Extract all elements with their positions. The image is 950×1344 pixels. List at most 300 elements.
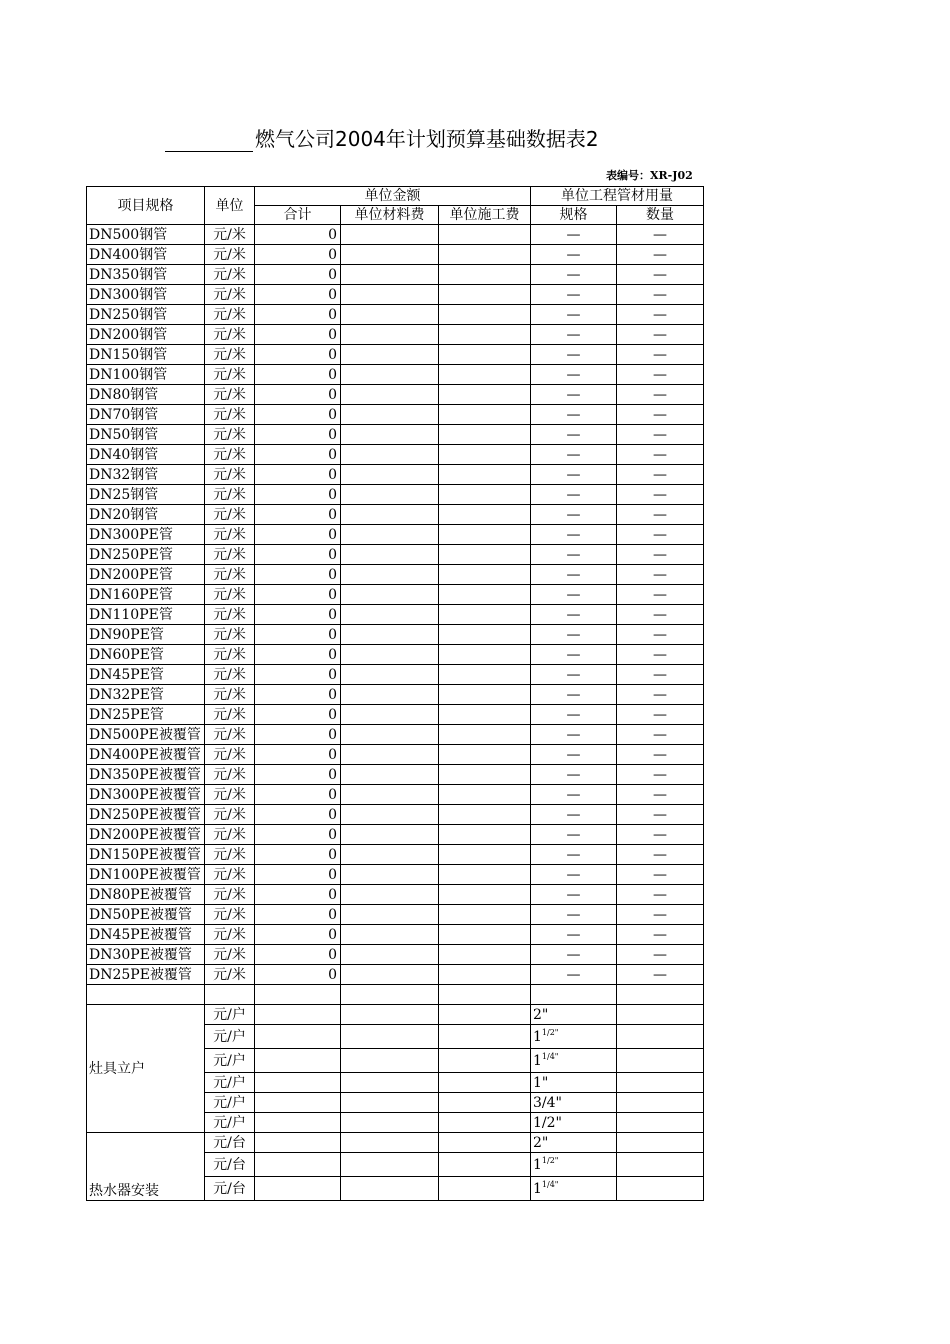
- total-cell: 0: [255, 705, 341, 725]
- qty-cell: —: [617, 725, 704, 745]
- spec-cell: —: [531, 345, 617, 365]
- construction-fee-cell: [439, 965, 531, 985]
- spec-cell: —: [531, 665, 617, 685]
- total-cell: 0: [255, 745, 341, 765]
- unit-cell: 元/米: [205, 825, 255, 845]
- qty-cell: —: [617, 365, 704, 385]
- table-row: [87, 865, 704, 885]
- total-cell: 0: [255, 405, 341, 425]
- spec-cell: —: [531, 645, 617, 665]
- item-cell: DN110PE管: [87, 605, 205, 625]
- unit-cell: 元/米: [205, 365, 255, 385]
- material-fee-cell: [341, 645, 439, 665]
- construction-fee-cell: [439, 585, 531, 605]
- table-row: [87, 925, 704, 945]
- construction-fee-cell: [439, 305, 531, 325]
- qty-cell: —: [617, 625, 704, 645]
- empty-cell: [341, 985, 439, 1005]
- spec-cell: [531, 1177, 617, 1201]
- item-cell: DN40钢管: [87, 445, 205, 465]
- material-fee-cell: [341, 885, 439, 905]
- table-row: [87, 965, 704, 985]
- table-row: [87, 1005, 704, 1025]
- unit-cell: 元/米: [205, 485, 255, 505]
- table-row: [87, 625, 704, 645]
- qty-cell: —: [617, 685, 704, 705]
- spec-main: 3/4": [533, 1094, 562, 1111]
- qty-cell: [617, 1113, 704, 1133]
- spec-main: 2": [533, 1134, 549, 1151]
- construction-fee-cell: [439, 725, 531, 745]
- spec-cell: —: [531, 525, 617, 545]
- table-row: [87, 345, 704, 365]
- unit-cell: 元/米: [205, 445, 255, 465]
- unit-cell: 元/米: [205, 245, 255, 265]
- table-row: [87, 845, 704, 865]
- spec-cell: —: [531, 425, 617, 445]
- qty-cell: —: [617, 245, 704, 265]
- table-row: [87, 665, 704, 685]
- construction-fee-cell: [439, 245, 531, 265]
- table-row: [87, 825, 704, 845]
- material-fee-cell: [341, 625, 439, 645]
- total-cell: [255, 1025, 341, 1049]
- unit-cell: 元/米: [205, 625, 255, 645]
- unit-cell: 元/台: [205, 1177, 255, 1201]
- table-row: [87, 305, 704, 325]
- spec-cell: —: [531, 925, 617, 945]
- unit-cell: 元/户: [205, 1093, 255, 1113]
- material-fee-cell: [341, 685, 439, 705]
- item-cell: DN300PE被覆管: [87, 785, 205, 805]
- unit-cell: 元/米: [205, 945, 255, 965]
- spec-main: 2": [533, 1006, 549, 1023]
- table-row: [87, 805, 704, 825]
- construction-fee-cell: [439, 885, 531, 905]
- construction-fee-cell: [439, 265, 531, 285]
- material-fee-cell: [341, 265, 439, 285]
- spec-cell: —: [531, 845, 617, 865]
- table-row: [87, 1133, 704, 1153]
- unit-cell: 元/米: [205, 665, 255, 685]
- item-cell: DN300钢管: [87, 285, 205, 305]
- total-cell: 0: [255, 645, 341, 665]
- material-fee-cell: [341, 385, 439, 405]
- item-cell: DN60PE管: [87, 645, 205, 665]
- qty-cell: [617, 1153, 704, 1177]
- table-row: [87, 465, 704, 485]
- unit-cell: 元/米: [205, 505, 255, 525]
- unit-cell: 元/米: [205, 845, 255, 865]
- construction-fee-cell: [439, 665, 531, 685]
- table-row: [87, 605, 704, 625]
- item-cell: DN50钢管: [87, 425, 205, 445]
- construction-fee-cell: [439, 505, 531, 525]
- unit-cell: 元/米: [205, 705, 255, 725]
- construction-fee-cell: [439, 1049, 531, 1073]
- unit-cell: 元/台: [205, 1153, 255, 1177]
- item-cell: DN150PE被覆管: [87, 845, 205, 865]
- qty-cell: [617, 1177, 704, 1201]
- material-fee-cell: [341, 245, 439, 265]
- unit-cell: 元/台: [205, 1133, 255, 1153]
- item-cell: DN80钢管: [87, 385, 205, 405]
- spec-cell: —: [531, 765, 617, 785]
- construction-fee-cell: [439, 465, 531, 485]
- unit-cell: 元/户: [205, 1049, 255, 1073]
- construction-fee-cell: [439, 1177, 531, 1201]
- table-row: [87, 945, 704, 965]
- empty-cell: [255, 985, 341, 1005]
- item-cell: DN350PE被覆管: [87, 765, 205, 785]
- total-cell: [255, 1073, 341, 1093]
- total-cell: 0: [255, 765, 341, 785]
- construction-fee-cell: [439, 805, 531, 825]
- table-row: [87, 585, 704, 605]
- qty-cell: —: [617, 965, 704, 985]
- unit-cell: 元/米: [205, 925, 255, 945]
- spec-main: 1": [533, 1074, 549, 1091]
- material-fee-cell: [341, 565, 439, 585]
- item-cell: DN70钢管: [87, 405, 205, 425]
- spec-cell: [531, 1133, 617, 1153]
- construction-fee-cell: [439, 825, 531, 845]
- item-cell: DN100PE被覆管: [87, 865, 205, 885]
- total-cell: [255, 1049, 341, 1073]
- spec-cell: —: [531, 485, 617, 505]
- total-cell: 0: [255, 965, 341, 985]
- unit-cell: 元/米: [205, 585, 255, 605]
- unit-cell: 元/米: [205, 785, 255, 805]
- material-fee-cell: [341, 405, 439, 425]
- header-spec: 规格: [531, 206, 617, 225]
- header-pipe-group: 单位工程管材用量: [531, 187, 704, 206]
- construction-fee-cell: [439, 525, 531, 545]
- spec-cell: [531, 1049, 617, 1073]
- construction-fee-cell: [439, 845, 531, 865]
- material-fee-cell: [341, 325, 439, 345]
- qty-cell: —: [617, 285, 704, 305]
- qty-cell: —: [617, 305, 704, 325]
- spec-cell: —: [531, 225, 617, 245]
- unit-cell: 元/户: [205, 1005, 255, 1025]
- table-row: [87, 785, 704, 805]
- material-fee-cell: [341, 905, 439, 925]
- unit-cell: 元/米: [205, 965, 255, 985]
- total-cell: 0: [255, 905, 341, 925]
- material-fee-cell: [341, 845, 439, 865]
- construction-fee-cell: [439, 565, 531, 585]
- unit-cell: 元/米: [205, 765, 255, 785]
- total-cell: 0: [255, 865, 341, 885]
- material-fee-cell: [341, 485, 439, 505]
- material-fee-cell: [341, 1133, 439, 1153]
- empty-cell: [205, 985, 255, 1005]
- material-fee-cell: [341, 465, 439, 485]
- construction-fee-cell: [439, 325, 531, 345]
- spec-main: 1: [533, 1180, 542, 1197]
- spec-cell: [531, 1093, 617, 1113]
- item-cell: DN500钢管: [87, 225, 205, 245]
- spec-cell: —: [531, 365, 617, 385]
- qty-cell: —: [617, 465, 704, 485]
- unit-cell: 元/米: [205, 405, 255, 425]
- table-row: [87, 505, 704, 525]
- item-cell: DN100钢管: [87, 365, 205, 385]
- table-row: [87, 905, 704, 925]
- total-cell: [255, 1005, 341, 1025]
- construction-fee-cell: [439, 225, 531, 245]
- unit-cell: 元/米: [205, 285, 255, 305]
- empty-cell: [531, 985, 617, 1005]
- total-cell: 0: [255, 465, 341, 485]
- unit-cell: 元/米: [205, 545, 255, 565]
- spec-cell: —: [531, 705, 617, 725]
- spec-main: 1: [533, 1028, 542, 1045]
- material-fee-cell: [341, 805, 439, 825]
- qty-cell: [617, 1133, 704, 1153]
- item-cell: DN500PE被覆管: [87, 725, 205, 745]
- material-fee-cell: [341, 525, 439, 545]
- construction-fee-cell: [439, 285, 531, 305]
- material-fee-cell: [341, 1153, 439, 1177]
- spec-cell: [531, 1073, 617, 1093]
- unit-cell: 元/米: [205, 865, 255, 885]
- total-cell: 0: [255, 225, 341, 245]
- unit-cell: 元/米: [205, 225, 255, 245]
- construction-fee-cell: [439, 605, 531, 625]
- material-fee-cell: [341, 745, 439, 765]
- spec-cell: —: [531, 305, 617, 325]
- item-cell: DN25PE管: [87, 705, 205, 725]
- header-amount-group: 单位金额: [255, 187, 531, 206]
- material-fee-cell: [341, 585, 439, 605]
- item-cell: DN200钢管: [87, 325, 205, 345]
- table-row: [87, 485, 704, 505]
- material-fee-cell: [341, 505, 439, 525]
- spec-cell: —: [531, 385, 617, 405]
- table-row: [87, 765, 704, 785]
- spec-fraction: 1/4": [541, 1179, 559, 1189]
- table-row: [87, 645, 704, 665]
- unit-cell: 元/米: [205, 605, 255, 625]
- spec-cell: —: [531, 245, 617, 265]
- table-row: [87, 265, 704, 285]
- item-cell: DN300PE管: [87, 525, 205, 545]
- spec-main: 1/2": [533, 1114, 562, 1131]
- spec-cell: [531, 1025, 617, 1049]
- spec-cell: [531, 1113, 617, 1133]
- qty-cell: —: [617, 385, 704, 405]
- item-cell: DN250PE被覆管: [87, 805, 205, 825]
- construction-fee-cell: [439, 1005, 531, 1025]
- material-fee-cell: [341, 1025, 439, 1049]
- item-cell: DN20钢管: [87, 505, 205, 525]
- qty-cell: —: [617, 785, 704, 805]
- total-cell: 0: [255, 265, 341, 285]
- item-cell: DN150钢管: [87, 345, 205, 365]
- page-title: [165, 123, 599, 152]
- unit-cell: 元/米: [205, 725, 255, 745]
- spec-main: 1: [533, 1052, 542, 1069]
- total-cell: 0: [255, 345, 341, 365]
- header-total: 合计: [255, 206, 341, 225]
- material-fee-cell: [341, 1049, 439, 1073]
- unit-cell: 元/米: [205, 425, 255, 445]
- total-cell: [255, 1153, 341, 1177]
- form-number: 表编号：XR-J02: [606, 169, 693, 182]
- construction-fee-cell: [439, 685, 531, 705]
- material-fee-cell: [341, 705, 439, 725]
- spec-cell: —: [531, 265, 617, 285]
- item-cell: DN90PE管: [87, 625, 205, 645]
- construction-fee-cell: [439, 865, 531, 885]
- qty-cell: —: [617, 925, 704, 945]
- construction-fee-cell: [439, 1025, 531, 1049]
- total-cell: 0: [255, 725, 341, 745]
- title-blank-line: [165, 129, 253, 152]
- total-cell: [255, 1113, 341, 1133]
- spec-cell: —: [531, 285, 617, 305]
- item-cell: DN80PE被覆管: [87, 885, 205, 905]
- empty-cell: [439, 985, 531, 1005]
- table-row: [87, 365, 704, 385]
- item-cell: DN160PE管: [87, 585, 205, 605]
- construction-fee-cell: [439, 705, 531, 725]
- qty-cell: [617, 1093, 704, 1113]
- construction-fee-cell: [439, 485, 531, 505]
- spec-cell: —: [531, 505, 617, 525]
- unit-cell: 元/米: [205, 745, 255, 765]
- qty-cell: —: [617, 225, 704, 245]
- material-fee-cell: [341, 825, 439, 845]
- qty-cell: —: [617, 945, 704, 965]
- construction-fee-cell: [439, 545, 531, 565]
- total-cell: 0: [255, 245, 341, 265]
- spec-cell: —: [531, 805, 617, 825]
- spec-cell: [531, 1005, 617, 1025]
- item-cell: DN25钢管: [87, 485, 205, 505]
- material-fee-cell: [341, 925, 439, 945]
- material-fee-cell: [341, 765, 439, 785]
- empty-cell: [87, 985, 205, 1005]
- qty-cell: —: [617, 405, 704, 425]
- material-fee-cell: [341, 365, 439, 385]
- table-row: [87, 685, 704, 705]
- header-unit: 单位: [205, 187, 255, 225]
- unit-cell: 元/户: [205, 1113, 255, 1133]
- spec-cell: —: [531, 625, 617, 645]
- spec-fraction: 1/2": [541, 1155, 559, 1165]
- qty-cell: [617, 1049, 704, 1073]
- material-fee-cell: [341, 945, 439, 965]
- total-cell: [255, 1177, 341, 1201]
- spec-fraction: 1/4": [541, 1051, 559, 1061]
- qty-cell: —: [617, 865, 704, 885]
- table-row: [87, 705, 704, 725]
- construction-fee-cell: [439, 925, 531, 945]
- table-row: [87, 385, 704, 405]
- table-row: [87, 285, 704, 305]
- construction-fee-cell: [439, 425, 531, 445]
- qty-cell: —: [617, 645, 704, 665]
- spec-cell: —: [531, 905, 617, 925]
- total-cell: 0: [255, 325, 341, 345]
- total-cell: 0: [255, 805, 341, 825]
- qty-cell: —: [617, 445, 704, 465]
- spec-cell: —: [531, 865, 617, 885]
- spec-cell: —: [531, 445, 617, 465]
- qty-cell: —: [617, 805, 704, 825]
- table-row: [87, 325, 704, 345]
- material-fee-cell: [341, 785, 439, 805]
- material-fee-cell: [341, 445, 439, 465]
- spec-cell: —: [531, 585, 617, 605]
- header-item: 项目规格: [87, 187, 205, 225]
- table-row: [87, 225, 704, 245]
- qty-cell: —: [617, 485, 704, 505]
- header-row-1: [87, 187, 704, 206]
- qty-cell: —: [617, 525, 704, 545]
- qty-cell: —: [617, 345, 704, 365]
- table-row: [87, 565, 704, 585]
- unit-cell: 元/米: [205, 345, 255, 365]
- material-fee-cell: [341, 545, 439, 565]
- unit-cell: 元/米: [205, 905, 255, 925]
- total-cell: 0: [255, 485, 341, 505]
- item-cell: DN32钢管: [87, 465, 205, 485]
- item-cell: DN32PE管: [87, 685, 205, 705]
- qty-cell: —: [617, 585, 704, 605]
- unit-cell: 元/米: [205, 685, 255, 705]
- table-row: [87, 725, 704, 745]
- total-cell: 0: [255, 845, 341, 865]
- spec-cell: —: [531, 725, 617, 745]
- spec-cell: —: [531, 785, 617, 805]
- construction-fee-cell: [439, 385, 531, 405]
- total-cell: [255, 1093, 341, 1113]
- spec-cell: —: [531, 325, 617, 345]
- total-cell: 0: [255, 525, 341, 545]
- material-fee-cell: [341, 285, 439, 305]
- spec-cell: —: [531, 605, 617, 625]
- qty-cell: —: [617, 545, 704, 565]
- spec-cell: —: [531, 685, 617, 705]
- header-qty: 数量: [617, 206, 704, 225]
- group-label-cell: 灶具立户: [87, 1005, 205, 1133]
- empty-cell: [617, 985, 704, 1005]
- item-cell: DN45PE管: [87, 665, 205, 685]
- spec-cell: —: [531, 745, 617, 765]
- qty-cell: —: [617, 425, 704, 445]
- qty-cell: [617, 1025, 704, 1049]
- construction-fee-cell: [439, 905, 531, 925]
- table-row: [87, 425, 704, 445]
- qty-cell: [617, 1073, 704, 1093]
- spec-cell: —: [531, 965, 617, 985]
- qty-cell: —: [617, 325, 704, 345]
- qty-cell: —: [617, 705, 704, 725]
- qty-cell: —: [617, 905, 704, 925]
- unit-cell: 元/米: [205, 325, 255, 345]
- total-cell: 0: [255, 665, 341, 685]
- total-cell: 0: [255, 425, 341, 445]
- material-fee-cell: [341, 1177, 439, 1201]
- item-cell: DN25PE被覆管: [87, 965, 205, 985]
- spec-cell: —: [531, 405, 617, 425]
- spec-cell: —: [531, 825, 617, 845]
- total-cell: 0: [255, 825, 341, 845]
